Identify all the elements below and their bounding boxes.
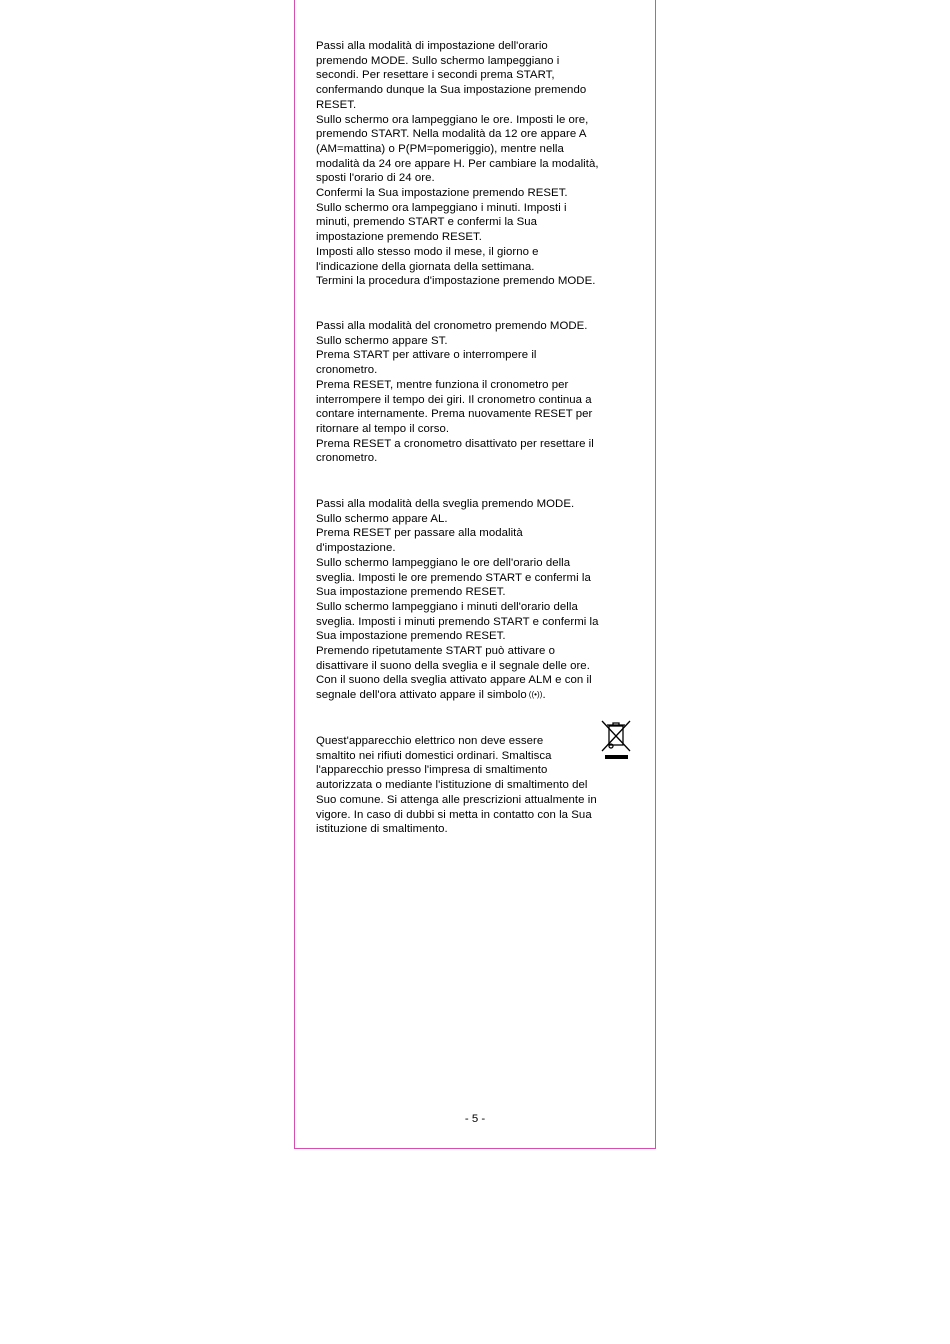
time-setting-section: Passi alla modalità di impostazione dell'orario premendo MODE. Sullo schermo lampeggiano i secondi. Per resettare i secondi prema START, confermando dunque la Sua impostazione premendo RESET. Sullo schermo ora lampeggiano le ore. Imposti le ore, premendo START. Nella modalità da 12 ore appare A (AM=mattina) o P(PM=pomeriggio), mentre nella modalità da 24 ore appare H. Per cambiare la modalità, sposti l'orario di 24 ore. Confermi la Sua impostazione premendo RESET. Sullo schermo ora lampeggiano i minuti. Imposti i minuti, premendo START e confermi la Sua impostazione premendo RESET. Imposti allo stesso modo il mese, il giorno e l'indicazione della giornata della settimana. Termini la procedura d'impostazione premendo MODE. [316,40,599,288]
alarm-section [316,497,634,703]
alarm-text-end: . [542,689,546,702]
chime-signal-icon: ((•)) [528,690,543,700]
stopwatch-section: Passi alla modalità del cronometro premendo MODE. Sullo schermo appare ST. Prema START per attivare o interrompere il cronometro. Prema RESET, mentre funziona il cronometro per interrompere il tempo dei giri. Il cronometro continua a contare internamente. Prema nuovamente RESET per ritornare al tempo il corso. Prema RESET a cronometro disattivato per resettare il cronometro. [316,320,594,465]
page-number: - 5 - [464,1113,486,1125]
disposal-section: Quest'apparecchio elettrico non deve essere smaltito nei rifiuti domestici ordinari. Smaltisca l'apparecchio presso l'impresa di smaltimento autorizzata o mediante l'istituzione di smaltimento del Suo comune. Si attenga alle prescrizioni attualmente in vigore. In caso di dubbi si metta in contatto con la Sua istituzione di smaltimento. [316,735,597,836]
alarm-text: Passi alla modalità della sveglia premendo MODE. Sullo schermo appare AL. Prema RESET per passare alla modalità d'impostazione. Sullo schermo lampeggiano le ore dell'orario della sveglia. Imposti le ore premendo START e confermi la Sua impostazione premendo RESET. Sullo schermo lampeggiano i minuti dell'orario della sveglia. Imposti i minuti premendo START e confermi la Sua impostazione premendo RESET. Premendo ripetutamente START può attivare o disattivare il suono della sveglia e il segnale delle ore. Con il suono della sveglia attivato appare ALM e con il segnale dell'ora attivato appare il simbolo [316,498,599,702]
